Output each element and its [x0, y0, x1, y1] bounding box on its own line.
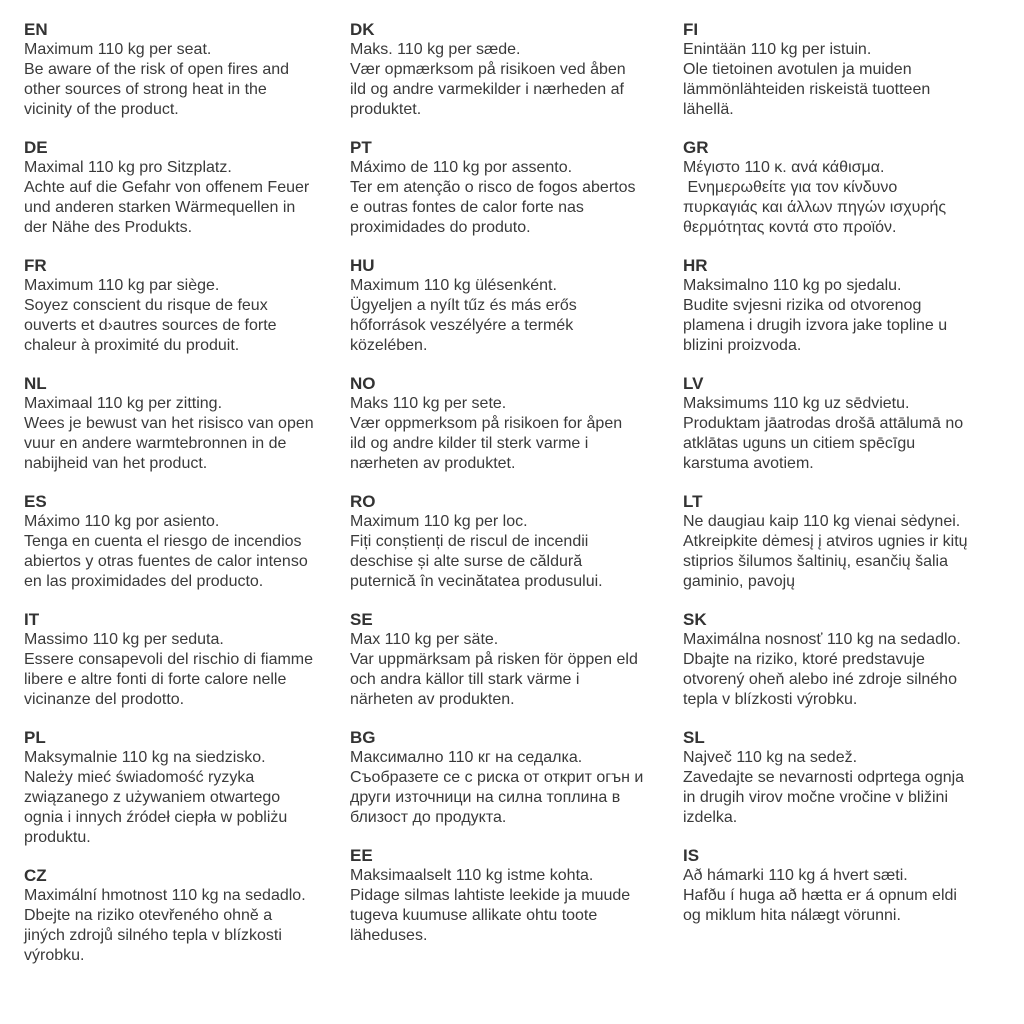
warning-line: other sources of strong heat in the [24, 81, 267, 98]
warning-line: Ne daugiau kaip 110 kg vienai sėdynei. [683, 513, 961, 530]
language-block-lt [683, 492, 1013, 592]
warning-line: Ügyeljen a nyílt tűz és más erős [350, 297, 577, 314]
warning-line: Ενημερωθείτε για τον κίνδυνο [683, 179, 898, 196]
warning-line: Var uppmärksam på risken för öppen eld [350, 651, 638, 668]
warning-line: Maksimaalselt 110 kg istme kohta. [350, 867, 594, 884]
warning-line: Μέγιστο 110 κ. ανά κάθισμα. [683, 159, 885, 176]
warning-line: výrobku. [24, 947, 85, 964]
language-block-bg [350, 728, 683, 828]
language-block-no [350, 374, 683, 474]
warning-line: Maximum 110 kg per loc. [350, 513, 528, 530]
warning-line: nærheten av produktet. [350, 455, 516, 472]
warning-line: Należy mieć świadomość ryzyka [24, 769, 255, 786]
warning-line: Achte auf die Gefahr von offenem Feuer [24, 179, 310, 196]
warning-line: produktu. [24, 829, 91, 846]
warning-line: chaleur à proximité du produit. [24, 337, 240, 354]
language-block-ro [350, 492, 683, 592]
warning-line: och andra källor till stark värme i [350, 671, 580, 688]
warning-line: stiprios šilumos šaltinių, esančių šalia [683, 553, 948, 570]
warning-line: Að hámarki 110 kg á hvert sæti. [683, 867, 908, 884]
warning-line: związanego z używaniem otwartego [24, 789, 281, 806]
warning-line: karstuma avotiem. [683, 455, 814, 472]
warning-line: nabijheid van het product. [24, 455, 208, 472]
language-block-pl [24, 728, 350, 848]
language-code: NL [24, 374, 47, 393]
warning-line: jiných zdrojů silného tepla v blízkosti [24, 927, 282, 944]
language-code: HU [350, 256, 375, 275]
language-code: IT [24, 610, 40, 629]
warning-line: Produktam jāatrodas drošā attālumā no [683, 415, 964, 432]
language-block-se [350, 610, 683, 710]
language-code: EN [24, 20, 48, 39]
warning-line: produktet. [350, 101, 422, 118]
language-code: IS [683, 846, 700, 865]
warning-line: Maximálna nosnosť 110 kg na sedadlo. [683, 631, 961, 648]
warning-line: läheduses. [350, 927, 428, 944]
warning-line: Tenga en cuenta el riesgo de incendios [24, 533, 302, 550]
language-code: GR [683, 138, 709, 157]
language-block-en [24, 20, 350, 120]
language-block-fr [24, 256, 350, 356]
warning-line: Essere consapevoli del rischio di fiamme [24, 651, 314, 668]
warning-line: Maksimalno 110 kg po sjedalu. [683, 277, 902, 294]
warning-line: Maximální hmotnost 110 kg na sedadlo. [24, 887, 306, 904]
warning-line: Zavedajte se nevarnosti odprtega ognja [683, 769, 965, 786]
language-block-it [24, 610, 350, 710]
warning-line: ognia i innych źródeł ciepła w pobliżu [24, 809, 288, 826]
warning-line: πυρκαγιάς και άλλων πηγών ισχυρής [683, 199, 947, 216]
warning-line: Максимално 110 кг на седалка. [350, 749, 583, 766]
warning-line: vicinity of the product. [24, 101, 179, 118]
language-code: DK [350, 20, 375, 39]
warning-line: blizini proizvoda. [683, 337, 802, 354]
warning-line: Maximum 110 kg par siège. [24, 277, 220, 294]
warning-line: Dbejte na riziko otevřeného ohně a [24, 907, 273, 924]
warning-line: Съобразете се с риска от открит огън и [350, 769, 644, 786]
warning-line: Največ 110 kg na sedež. [683, 749, 858, 766]
warning-line: Maks 110 kg per sete. [350, 395, 507, 412]
warning-line: Wees je bewust van het risisco van open [24, 415, 314, 432]
warning-line: Máximo de 110 kg por assento. [350, 159, 573, 176]
warning-line: други източници на силна топлина в [350, 789, 621, 806]
language-code: RO [350, 492, 376, 511]
warning-line: Pidage silmas lahtiste leekide ja muude [350, 887, 631, 904]
warning-line: Budite svjesni rizika od otvorenog [683, 297, 922, 314]
language-code: FI [683, 20, 699, 39]
warning-line: libere e altre fonti di forte calore nelle [24, 671, 287, 688]
warning-line: Maximaal 110 kg per zitting. [24, 395, 223, 412]
warning-column-3 [683, 20, 1013, 984]
language-code: SK [683, 610, 707, 629]
language-block-gr [683, 138, 1013, 238]
warning-line: puternică în vecinătatea produsului. [350, 573, 603, 590]
language-code: ES [24, 492, 47, 511]
warning-line: abiertos y otras fuentes de calor intenso [24, 553, 308, 570]
warning-line: ild og andre kilder til sterk varme i [350, 435, 589, 452]
warning-line: Fiți conștienți de riscul de incendii [350, 533, 589, 550]
language-block-hu [350, 256, 683, 356]
warning-line: vicinanze del prodotto. [24, 691, 185, 708]
warning-line: близост до продукта. [350, 809, 507, 826]
language-code: CZ [24, 866, 47, 885]
warning-line: lähellä. [683, 101, 734, 118]
language-code: DE [24, 138, 48, 157]
warning-line: Máximo 110 kg por asiento. [24, 513, 220, 530]
warning-line: Enintään 110 kg per istuin. [683, 41, 872, 58]
language-code: SL [683, 728, 705, 747]
language-block-fi [683, 20, 1013, 120]
language-block-sl [683, 728, 1013, 828]
warning-line: hőforrások veszélyére a termék [350, 317, 574, 334]
warning-line: tepla v blízkosti výrobku. [683, 691, 858, 708]
warning-line: Maksimums 110 kg uz sēdvietu. [683, 395, 910, 412]
warning-line: ild og andre varmekilder i nærheden af [350, 81, 624, 98]
language-block-is [683, 846, 1013, 926]
warning-line: Soyez conscient du risque de feux [24, 297, 268, 314]
warning-line: Maximum 110 kg per seat. [24, 41, 212, 58]
language-block-nl [24, 374, 350, 474]
language-code: BG [350, 728, 376, 747]
warning-line: Vær opmærksom på risikoen ved åben [350, 61, 626, 78]
language-code: LV [683, 374, 704, 393]
language-block-hr [683, 256, 1013, 356]
warning-line: Hafðu í huga að hætta er á opnum eldi [683, 887, 957, 904]
warning-line: Massimo 110 kg per seduta. [24, 631, 224, 648]
warning-column-2 [350, 20, 683, 984]
warning-line: Maximum 110 kg ülésenként. [350, 277, 557, 294]
language-block-dk [350, 20, 683, 120]
warning-line: Ter em atenção o risco de fogos abertos [350, 179, 636, 196]
warning-line: Dbajte na riziko, ktoré predstavuje [683, 651, 925, 668]
language-block-de [24, 138, 350, 238]
language-code: PT [350, 138, 372, 157]
warning-line: atklātas uguns un citiem spēcīgu [683, 435, 916, 452]
warning-line: proximidades do produto. [350, 219, 531, 236]
warning-line: θερμότητας κοντά στο προϊόν. [683, 219, 897, 236]
language-code: LT [683, 492, 703, 511]
warning-line: närheten av produkten. [350, 691, 515, 708]
language-code: FR [24, 256, 47, 275]
language-block-ee [350, 846, 683, 946]
warning-line: gaminio, pavojų [683, 573, 796, 590]
warning-line: közelében. [350, 337, 428, 354]
warning-line: Vær oppmerksom på risikoen for åpen [350, 415, 623, 432]
warning-line: Be aware of the risk of open fires and [24, 61, 290, 78]
warning-line: in drugih virov močne vročine v bližini [683, 789, 948, 806]
warning-line: Maksymalnie 110 kg na siedzisko. [24, 749, 266, 766]
warning-column-1 [24, 20, 350, 984]
warning-line: Maximal 110 kg pro Sitzplatz. [24, 159, 232, 176]
warning-line: plamena i drugih izvora jake topline u [683, 317, 948, 334]
language-code: PL [24, 728, 46, 747]
warning-line: en las proximidades del producto. [24, 573, 264, 590]
warning-line: tugeva kuumuse allikate ohtu toote [350, 907, 598, 924]
warning-line: Maks. 110 kg per sæde. [350, 41, 521, 58]
language-code: EE [350, 846, 373, 865]
warning-line: der Nähe des Produkts. [24, 219, 193, 236]
warning-line: vuur en andere warmtebronnen in de [24, 435, 287, 452]
warning-line: ouverts et d›autres sources de forte [24, 317, 277, 334]
warning-line: otvorený oheň alebo iné zdroje silného [683, 671, 957, 688]
language-block-lv [683, 374, 1013, 474]
warning-line: Ole tietoinen avotulen ja muiden [683, 61, 912, 78]
warning-line: og miklum hita nálægt vörunni. [683, 907, 901, 924]
warning-line: Max 110 kg per säte. [350, 631, 499, 648]
language-block-es [24, 492, 350, 592]
warning-line: e outras fontes de calor forte nas [350, 199, 584, 216]
language-block-cz [24, 866, 350, 966]
language-block-sk [683, 610, 1013, 710]
language-code: HR [683, 256, 708, 275]
language-code: NO [350, 374, 376, 393]
warning-line: lämmönlähteiden riskeistä tuotteen [683, 81, 931, 98]
language-code: SE [350, 610, 373, 629]
warning-line: und anderen starken Wärmequellen in [24, 199, 296, 216]
language-block-pt [350, 138, 683, 238]
warning-line: Atkreipkite dėmesį į atviros ugnies ir kitų [683, 533, 968, 550]
warning-line: izdelka. [683, 809, 738, 826]
warning-line: deschise și alte surse de căldură [350, 553, 583, 570]
